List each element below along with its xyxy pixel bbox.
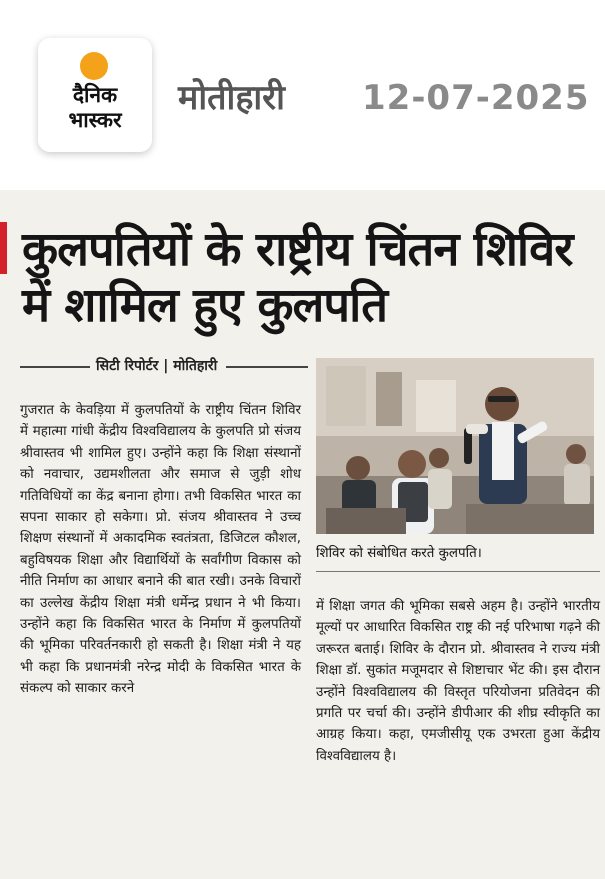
news-clipping — [0, 190, 605, 879]
news-photo — [316, 358, 594, 534]
body-text-col2: में शिक्षा जगत की भूमिका सबसे अहम है। उन्होंने भारतीय मूल्यों पर आधारित विकसित राष्ट्र की नई परिभाषा गढ़ने की जरूरत बताई। शिविर के दौरान प्रो. श्रीवास्तव ने राज्य मंत्री शिक्षा डॉ. सुकांत मजूमदार से शिष्टाचार भेंट की। इस दौरान उन्होंने विश्वविद्यालय की विस्तृत परियोजना प्रतिवेदन की प्रगति पर चर्चा की। उन्होंने डीपीआर की शीघ्र स्वीकृति का आग्रह किया। कहा, एमजीसीयू एक उभरता हुआ केंद्रीय विश्वविद्यालय है। — [316, 599, 600, 764]
sun-icon — [80, 52, 108, 80]
page-header — [0, 0, 605, 190]
byline-rule-left — [20, 366, 90, 368]
article-body-column-2 — [316, 596, 600, 767]
newspaper-logo — [38, 38, 152, 152]
photo-illustration — [316, 358, 594, 534]
headline-accent-bar — [0, 222, 7, 274]
caption-divider — [316, 571, 600, 572]
city-name: मोतीहारी — [178, 78, 285, 118]
body-text-col1: गुजरात के केवड़िया में कुलपतियों के राष्ट्रीय चिंतन शिविर में महात्मा गांधी केंद्रीय विश्वविद्यालय के कुलपति प्रो संजय श्रीवास्तव भी शामिल हुए। उन्होंने कहा कि शिक्षा संस्थानों को नवाचार, उद्यमशीलता और समाज से जुड़ी शोध गतिविधियों का केंद्र बनाना होगा। तभी विकसित भारत का सपना साकार हो सकेगा। प्रो. संजय श्रीवास्तव ने उच्च शिक्षण संस्थानों में अकादमिक स्वतंत्रता, डिजिटल कौशल, बहुविषयक शिक्षा और विद्यार्थियों के सर्वांगीण विकास को नीति निर्माण का आधार बनाने की बात रखी। उनके विचारों का उल्लेख केंद्रीय शिक्षा मंत्री धर्मेन्द्र प्रधान ने भी किया। उन्होंने कहा कि विकसित भारत के निर्माण में कुलपतियों की भूमिका परिवर्तनकारी हो सकती है। शिक्षा मंत्री ने यह भी कहा कि प्रधानमंत्री नरेन्द्र मोदी के विकसित भारत के संकल्प को साकार करने — [20, 403, 301, 697]
logo-text-line2: भास्कर — [68, 108, 122, 132]
headline: कुलपतियों के राष्ट्रीय चिंतन शिविर में शामिल हुए कुलपति — [22, 222, 573, 333]
byline: सिटी रिपोर्टर | मोतिहारी — [96, 358, 218, 374]
photo-caption: शिविर को संबोधित करते कुलपति। — [316, 546, 482, 561]
edition-date: 12-07-2025 — [362, 78, 590, 118]
byline-rule-right — [226, 366, 308, 368]
logo-text-line1: दैनिक — [72, 83, 118, 107]
article-body-column-1 — [20, 400, 301, 700]
